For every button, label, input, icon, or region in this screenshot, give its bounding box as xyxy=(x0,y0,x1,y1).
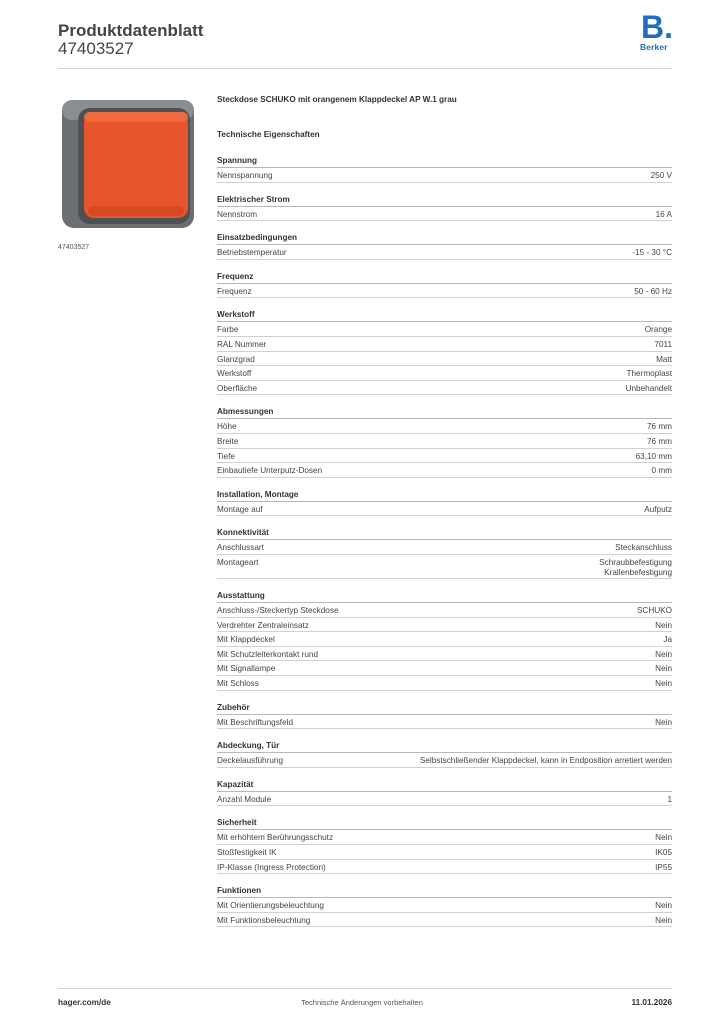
spec-value: Nein xyxy=(655,664,672,674)
spec-value: Schraubbefestigung xyxy=(599,558,672,567)
spec-label: Breite xyxy=(217,437,239,446)
spec-row xyxy=(217,715,672,730)
spec-row xyxy=(217,284,672,299)
spec-value: Nein xyxy=(655,649,672,659)
section-title: Abdeckung, Tür xyxy=(217,740,672,753)
spec-label: Mit Beschriftungsfeld xyxy=(217,717,293,727)
spec-row xyxy=(217,647,672,662)
spec-label: Werkstoff xyxy=(217,369,252,379)
spec-row xyxy=(217,618,672,633)
spec-row xyxy=(217,913,672,928)
header-title: Produktdatenblatt xyxy=(58,21,204,40)
footer-website: hager.com/de xyxy=(58,998,111,1007)
section-title: Funktionen xyxy=(217,885,672,898)
spec-value: Aufputz xyxy=(644,504,672,514)
spec-label: Mit Orientierungsbeleuchtung xyxy=(217,901,324,911)
spec-value: 16 A xyxy=(655,209,672,219)
spec-label: Mit erhöhtem Berührungsschutz xyxy=(217,833,334,843)
spec-label: Mit Schloss xyxy=(217,679,259,688)
footer-divider xyxy=(58,988,672,989)
spec-label: Anzahl Module xyxy=(217,794,272,804)
spec-label: Farbe xyxy=(217,325,239,335)
spec-row xyxy=(217,540,672,555)
spec-row xyxy=(217,661,672,676)
spec-value: Matt xyxy=(656,354,672,364)
spec-label: Betriebstemperatur xyxy=(217,248,287,258)
spec-value: Nein xyxy=(655,915,672,925)
spec-label: Glanzgrad xyxy=(217,354,255,364)
spec-row xyxy=(217,502,672,517)
section-title: Ausstattung xyxy=(217,590,672,603)
spec-row xyxy=(217,381,672,396)
header-product-id: 47403527 xyxy=(58,39,134,58)
spec-value: Nein xyxy=(655,679,672,688)
spec-value: 76 mm xyxy=(646,437,672,446)
section-title: Frequenz xyxy=(217,271,672,284)
section-title: Spannung xyxy=(217,155,672,168)
spec-row xyxy=(217,366,672,381)
product-image xyxy=(58,96,200,234)
spec-row xyxy=(217,845,672,860)
spec-value: Orange xyxy=(644,325,672,335)
spec-row xyxy=(217,168,672,183)
spec-value: Steckanschluss xyxy=(615,543,672,553)
spec-row xyxy=(217,753,672,768)
spec-row xyxy=(217,555,672,579)
logo-text: Berker xyxy=(640,42,668,52)
spec-row xyxy=(217,245,672,260)
spec-value-secondary: Krallenbefestigung xyxy=(604,568,672,577)
spec-value: IP55 xyxy=(655,862,672,872)
spec-value: 250 V xyxy=(650,171,672,180)
spec-row xyxy=(217,830,672,845)
footer-date: 11.01.2026 xyxy=(631,998,672,1007)
spec-value: Ja xyxy=(663,635,672,645)
berker-logo xyxy=(640,9,674,55)
spec-row xyxy=(217,860,672,875)
spec-label: RAL Nummer xyxy=(217,340,267,349)
spec-label: Mit Klappdeckel xyxy=(217,635,275,645)
footer-disclaimer: Technische Änderungen vorbehalten xyxy=(301,998,423,1007)
spec-value: 1 xyxy=(667,794,672,804)
spec-label: Montage auf xyxy=(217,504,263,514)
section-title: Kapazität xyxy=(217,779,672,792)
spec-row xyxy=(217,632,672,647)
spec-value: SCHUKO xyxy=(636,606,672,615)
spec-row xyxy=(217,463,672,478)
image-caption: 47403527 xyxy=(58,244,90,251)
spec-row xyxy=(217,322,672,337)
spec-label: Nennspannung xyxy=(217,171,273,180)
spec-row xyxy=(217,676,672,691)
spec-value: Thermoplast xyxy=(626,369,672,379)
spec-label: Oberfläche xyxy=(217,383,258,393)
spec-label: Einbautiefe Unterputz-Dosen xyxy=(217,466,323,476)
spec-value: Unbehandelt xyxy=(625,383,672,393)
spec-label: Mit Signallampe xyxy=(217,664,276,674)
section-title: Elektrischer Strom xyxy=(217,194,672,207)
spec-value: 63,10 mm xyxy=(635,451,672,461)
section-title: Zubehör xyxy=(217,702,672,715)
spec-value: 50 - 60 Hz xyxy=(634,286,672,296)
spec-row xyxy=(217,792,672,807)
spec-row xyxy=(217,449,672,464)
spec-label: Verdrehter Zentraleinsatz xyxy=(217,620,309,630)
spec-row xyxy=(217,603,672,618)
spec-value: Nein xyxy=(655,833,672,843)
spec-label: Deckelausführung xyxy=(217,756,283,766)
logo-letter: B. xyxy=(641,9,673,45)
spec-label: IP-Klasse (Ingress Protection) xyxy=(217,862,326,872)
spec-label: Frequenz xyxy=(217,286,252,296)
spec-row xyxy=(217,419,672,434)
spec-row xyxy=(217,898,672,913)
spec-label: Höhe xyxy=(217,422,237,432)
spec-label: Mit Funktionsbeleuchtung xyxy=(217,915,311,925)
section-title: Installation, Montage xyxy=(217,489,672,502)
section-title: Werkstoff xyxy=(217,309,672,322)
spec-value: Selbstschließender Klappdeckel, kann in Endposition arretiert werden xyxy=(419,756,672,766)
section-title: Sicherheit xyxy=(217,817,672,830)
spec-label: Nennstrom xyxy=(217,209,258,219)
header-divider xyxy=(58,68,672,69)
spec-value: Nein xyxy=(655,717,672,727)
spec-value: 76 mm xyxy=(646,422,672,432)
spec-label: Montageart xyxy=(217,558,259,567)
section-title: Abmessungen xyxy=(217,406,672,419)
spec-label: Tiefe xyxy=(217,451,235,461)
spec-row xyxy=(217,337,672,352)
section-title: Einsatzbedingungen xyxy=(217,232,672,245)
spec-value: 7011 xyxy=(654,340,672,349)
spec-label: Stoßfestigkeit IK xyxy=(217,848,277,857)
spec-value: Nein xyxy=(655,620,672,630)
spec-row xyxy=(217,207,672,222)
spec-value: -15 - 30 °C xyxy=(632,248,672,258)
spec-value: IK05 xyxy=(655,848,672,857)
spec-label: Mit Schutzleiterkontakt rund xyxy=(217,649,319,659)
spec-row xyxy=(217,352,672,367)
spec-row xyxy=(217,434,672,449)
spec-value: Nein xyxy=(655,901,672,911)
spec-value: 0 mm xyxy=(651,466,672,476)
tech-properties-heading: Technische Eigenschaften xyxy=(217,130,320,139)
spec-label: Anschlussart xyxy=(217,543,264,553)
product-title: Steckdose SCHUKO mit orangenem Klappdeckel AP W.1 grau xyxy=(217,95,457,104)
section-title: Konnektivität xyxy=(217,527,672,540)
spec-label: Anschluss-/Steckertyp Steckdose xyxy=(217,606,339,615)
